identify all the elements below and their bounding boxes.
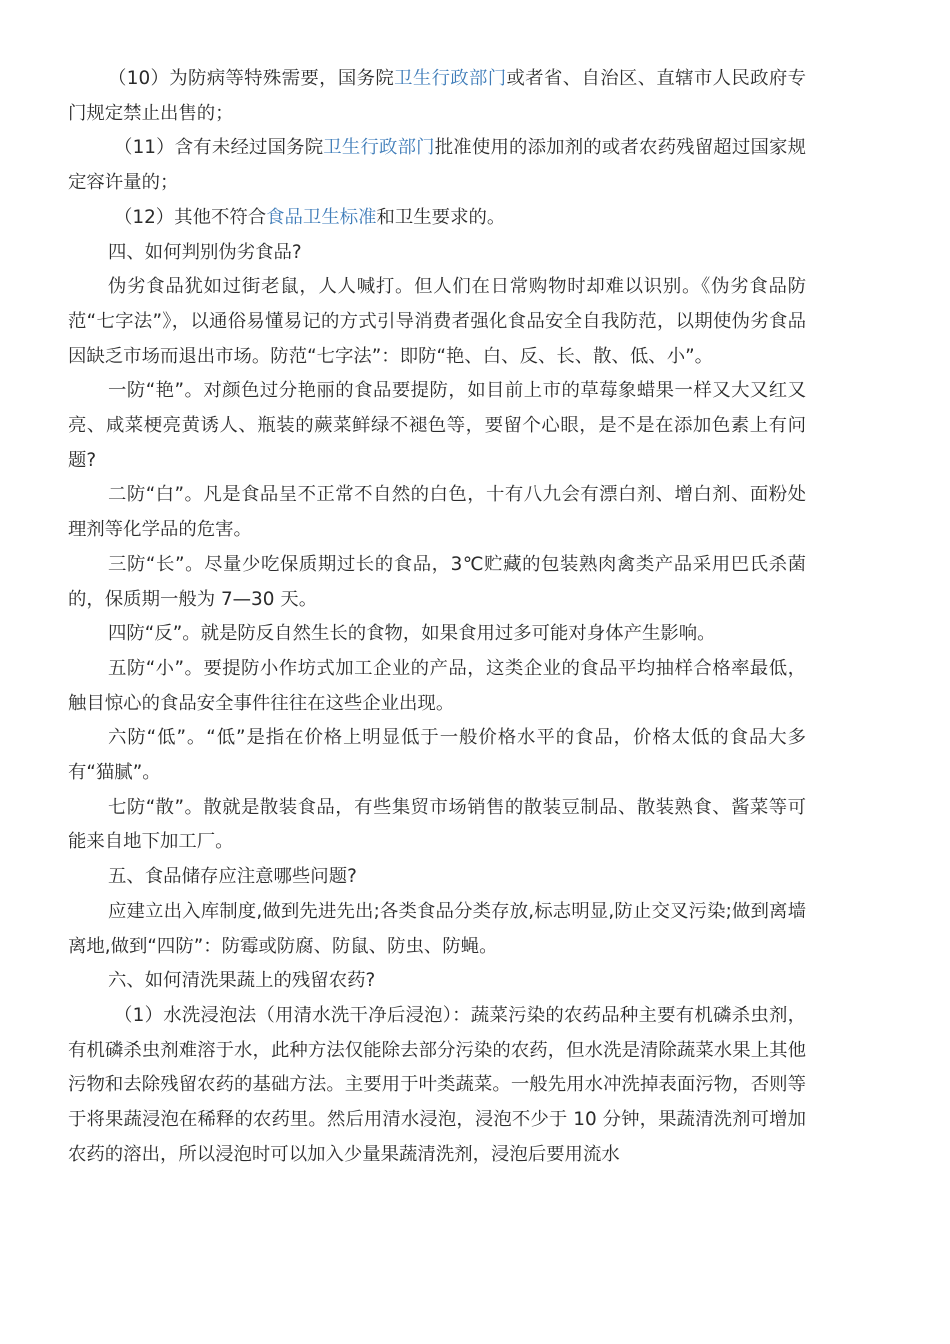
link-health-admin-dept[interactable]: 卫生行政部门: [323, 137, 435, 159]
paragraph-guard-bulk: 七防“散”。散就是散装食品，有些集贸市场销售的散装豆制品、散装熟食、酱菜等可能来自地下加工厂。: [68, 796, 806, 853]
paragraph-item-12: [68, 201, 806, 236]
section-heading-5: 五、食品储存应注意哪些问题?: [108, 866, 357, 888]
paragraph-storage: 应建立出入库制度,做到先进先出;各类食品分类存放,标志明显,防止交叉污染;做到离墙离地,做到“四防”：防霉或防腐、防鼠、防虫、防蝇。: [68, 900, 806, 957]
paragraph-guard-bright: 一防“艳”。对颜色过分艳丽的食品要提防，如目前上市的草莓象蜡果一样又大又红又亮、咸菜梗亮黄诱人、瓶装的蕨菜鲜绿不褪色等，要留个心眼，是不是在添加色素上有问题?: [68, 380, 806, 471]
link-food-hygiene-standard[interactable]: 食品卫生标准: [266, 206, 377, 228]
paragraph-text: 和卫生要求的。: [376, 206, 506, 228]
paragraph-text: （12）其他不符合: [114, 206, 267, 228]
document-page: [68, 62, 806, 1173]
section-heading-6: 六、如何清洗果蔬上的残留农药?: [108, 970, 376, 992]
paragraph-seven-character-rule: 伪劣食品犹如过街老鼠，人人喊打。但人们在日常购物时却难以识别。《伪劣食品防范“七字法”》，以通俗易懂易记的方式引导消费者强化食品安全自我防范，以期使伪劣食品因缺乏市场而退出市场。防范“七字法”：即防“艳、白、反、长、散、低、小”。: [68, 276, 806, 367]
paragraph-text: 批准使用的添加剂的或者农药残留超过国家规定容许量的；: [68, 137, 806, 194]
paragraph-washing-method: （1）水洗浸泡法（用清水洗干净后浸泡）：蔬菜污染的农药品种主要有机磷杀虫剂，有机磷杀虫剂难溶于水，此种方法仅能除去部分污染的农药，但水洗是清除蔬菜水果上其他污物和去除残留农药的基础方法。主要用于叶类蔬菜。一般先用水冲洗掉表面污物，否则等于将果蔬浸泡在稀释的农药里。然后用清水浸泡，浸泡不少于 10 分钟，果蔬清洗剂可增加农药的溶出，所以浸泡时可以加入少量果蔬清洗剂，浸泡后要用流水: [68, 1004, 806, 1165]
paragraph-text: 或者省、自治区、直辖市人民政府专门规定禁止出售的；: [68, 68, 806, 124]
paragraph-guard-unnatural: 四防“反”。就是防反自然生长的食物，如果食用过多可能对身体产生影响。: [108, 623, 716, 645]
paragraph-guard-white: 二防“白”。凡是食品呈不正常不自然的白色，十有八九会有漂白剂、增白剂、面粉处理剂等化学品的危害。: [68, 484, 806, 541]
link-health-admin-dept[interactable]: 卫生行政部门: [394, 68, 507, 89]
paragraph-guard-low: 六防“低”。“低”是指在价格上明显低于一般价格水平的食品，价格太低的食品大多有“猫腻”。: [68, 727, 806, 784]
paragraph-guard-small: 五防“小”。要提防小作坊式加工企业的产品，这类企业的食品平均抽样合格率最低，触目惊心的食品安全事件往往在这些企业出现。: [68, 657, 806, 714]
section-heading-4: 四、如何判别伪劣食品?: [108, 241, 302, 263]
paragraph-text: （10）为防病等特殊需要，国务院: [108, 68, 395, 89]
paragraph-guard-long: 三防“长”。尽量少吃保质期过长的食品，3℃贮藏的包装熟肉禽类产品采用巴氏杀菌的，保质期一般为 7—30 天。: [68, 553, 806, 610]
paragraph-item-11: [68, 131, 806, 200]
paragraph-text: （11）含有未经过国务院: [114, 137, 324, 159]
paragraph-item-10: [68, 62, 806, 131]
